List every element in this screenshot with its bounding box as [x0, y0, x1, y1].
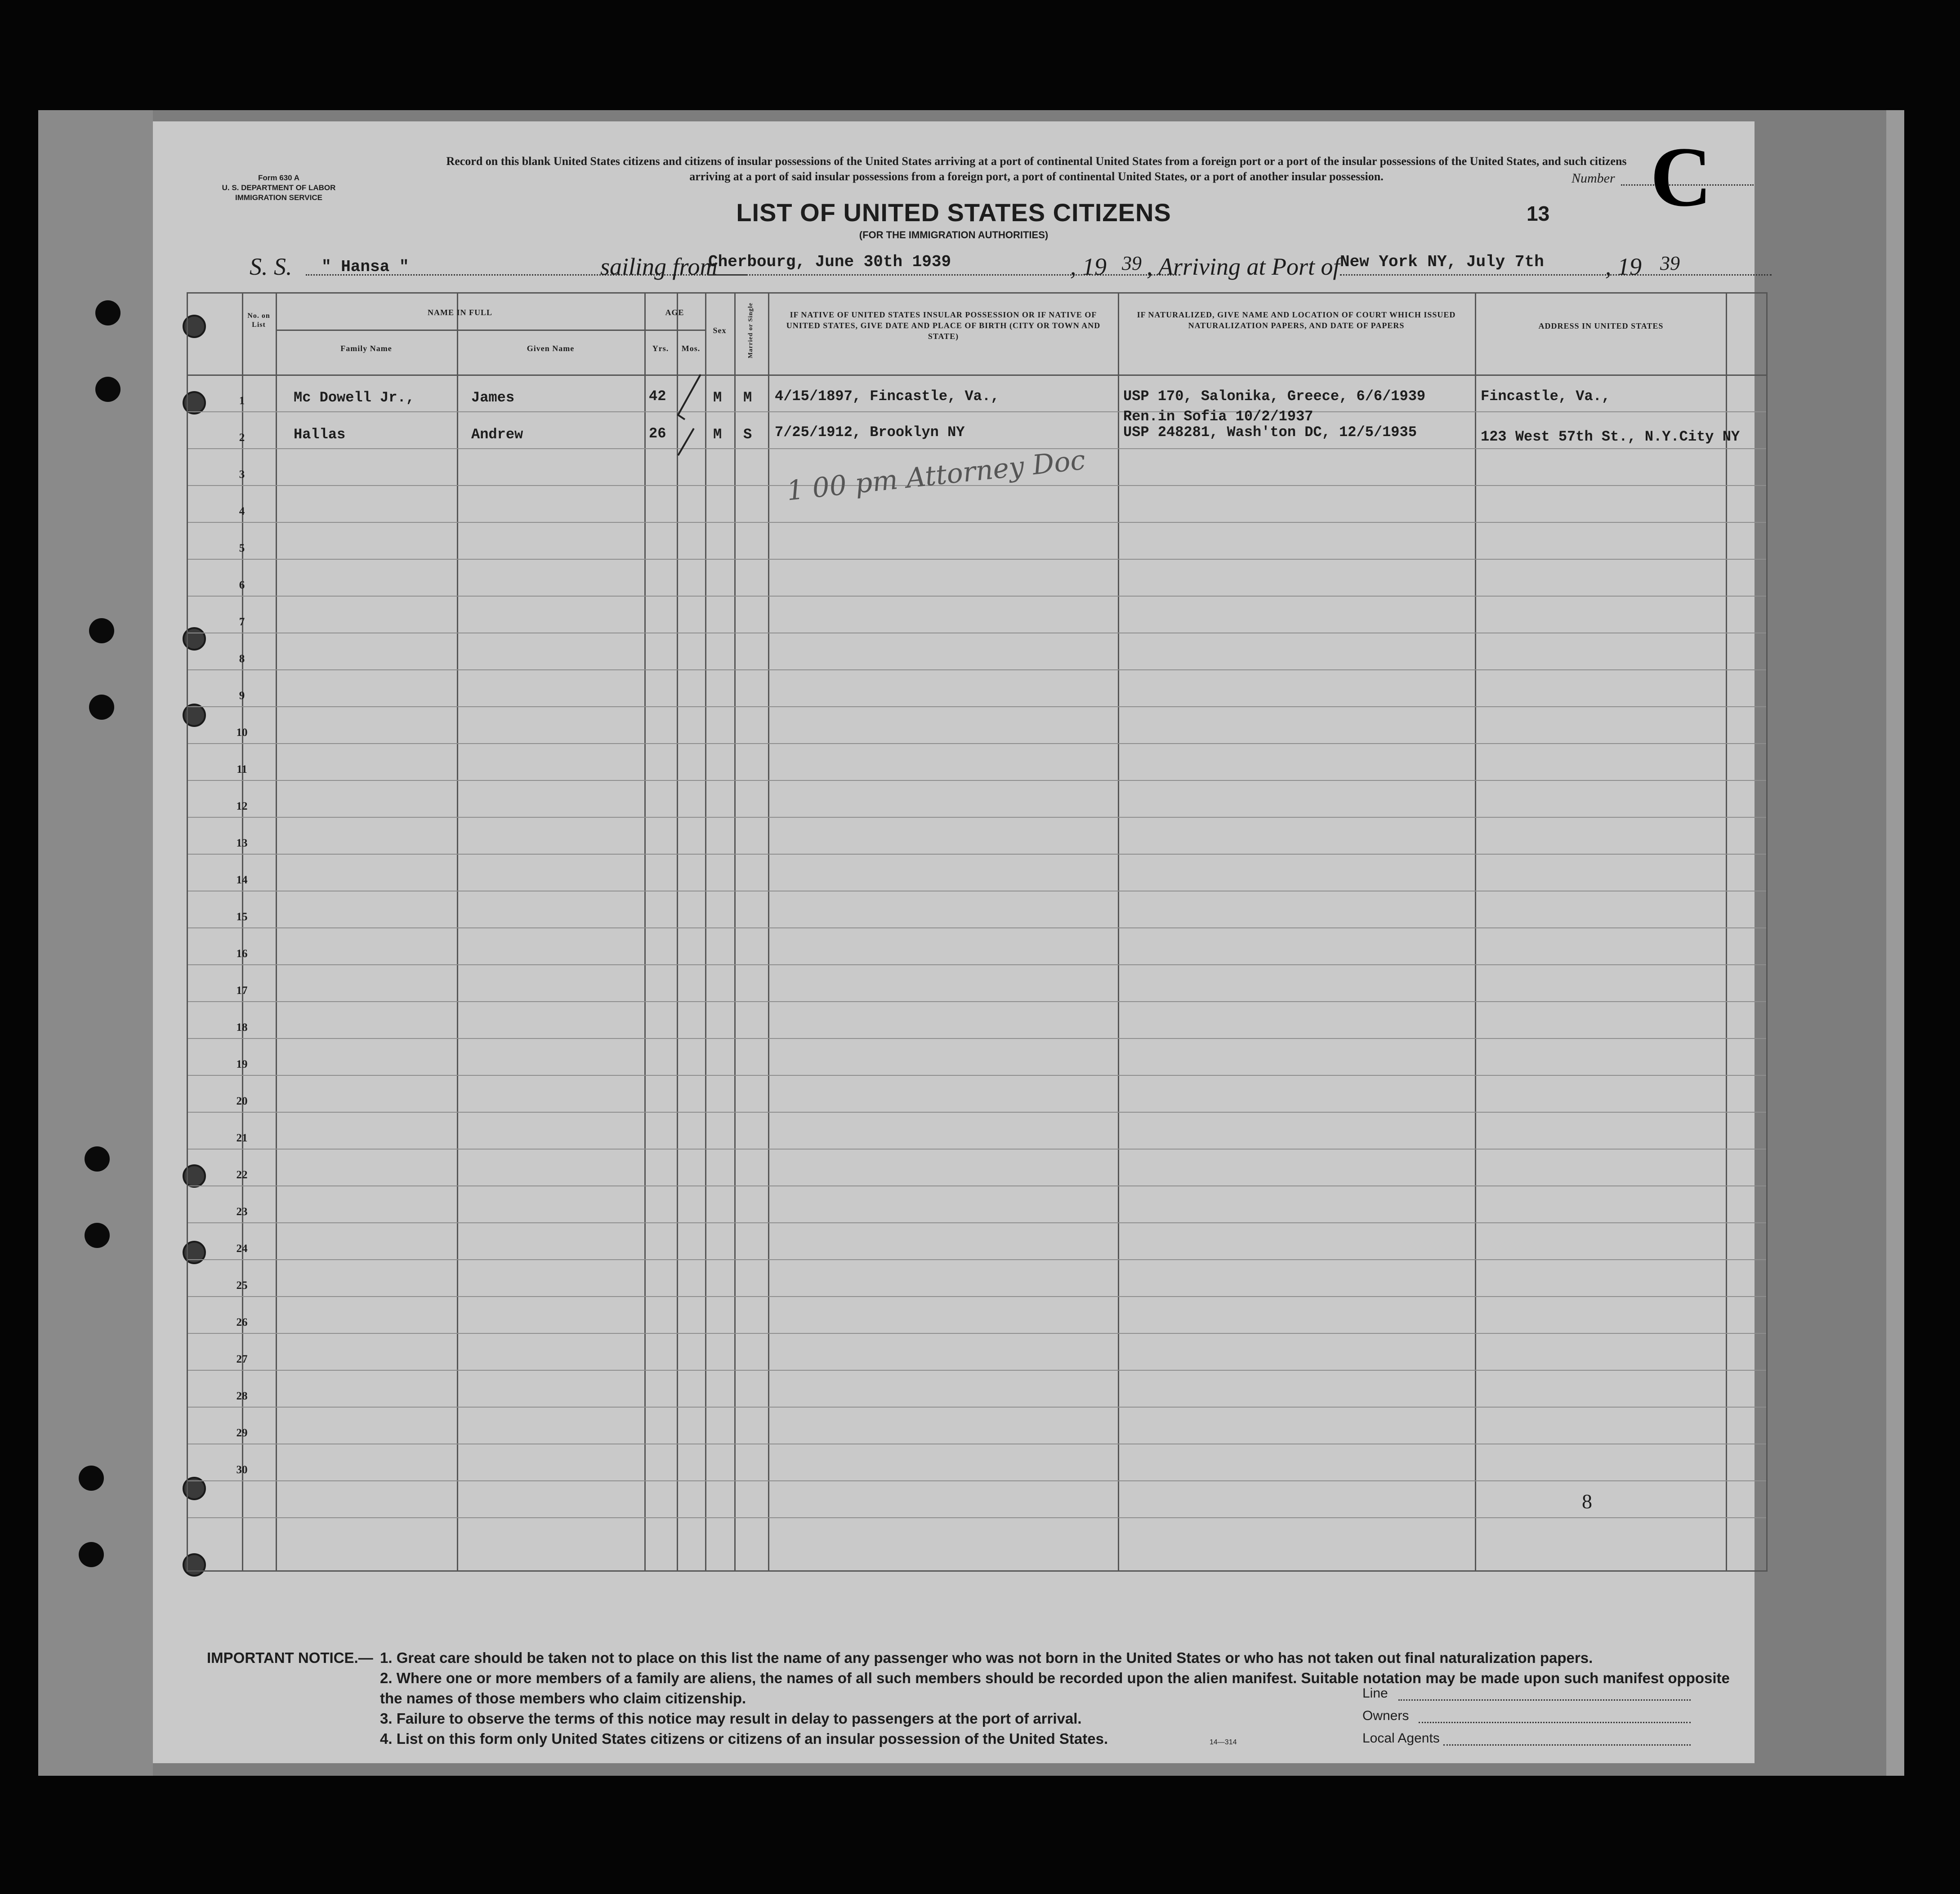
- arrival-line: [1340, 274, 1772, 276]
- col-name-in-full: NAME IN FULL: [427, 308, 492, 317]
- notice-heading: IMPORTANT NOTICE.—: [207, 1649, 373, 1666]
- row-number: 10: [236, 726, 248, 739]
- row-number: 5: [239, 542, 245, 554]
- passenger-table: [187, 292, 1768, 1572]
- naturalization-info: USP 170, Salonika, Greece, 6/6/1939: [1123, 388, 1426, 405]
- col-naturalized: IF NATURALIZED, GIVE NAME AND LOCATION OF COURT WHICH ISSUED NATURALIZATION PAPERS, AND DATE OF PAPERS: [1137, 310, 1456, 330]
- local-agents-label: Local Agents: [1362, 1731, 1440, 1746]
- sailing-from-label: sailing from: [600, 253, 718, 280]
- binder-hole: [79, 1542, 104, 1567]
- row-number: 26: [236, 1316, 248, 1328]
- year-value-2: 39: [1660, 252, 1680, 274]
- col-no: No. on List: [247, 312, 270, 329]
- page-title: LIST OF UNITED STATES CITIZENS: [736, 198, 1171, 227]
- binder-hole: [79, 1466, 104, 1491]
- row-number: 22: [236, 1169, 248, 1181]
- row-number: 19: [236, 1058, 248, 1070]
- owners-label: Owners: [1362, 1708, 1409, 1723]
- row-number: 6: [239, 579, 245, 591]
- row-number: 15: [236, 911, 248, 923]
- line-label: Line: [1362, 1686, 1388, 1701]
- binder-hole: [95, 377, 121, 402]
- col-yrs: Yrs.: [652, 344, 669, 353]
- notice-list: [380, 1648, 1742, 1749]
- notice-item: 2. Where one or more members of a family are aliens, the names of all such members should be recorded upon the alien manifest. Suitable notation may be made upon such manifest opposite the names of those members who claim citizenship.: [380, 1670, 1730, 1707]
- row-number: 12: [236, 800, 248, 812]
- row-number: 30: [236, 1464, 248, 1476]
- number-label: Number: [1572, 171, 1615, 186]
- col-age: AGE: [665, 308, 684, 317]
- birth-info: 7/25/1912, Brooklyn NY: [775, 424, 965, 441]
- binder-hole: [85, 1223, 110, 1248]
- year-label-2: , 19: [1605, 253, 1642, 280]
- binder-hole: [89, 695, 114, 720]
- row-number: 11: [237, 763, 247, 775]
- form-code: 14—314: [1210, 1738, 1237, 1746]
- notice-item: 1. Great care should be taken not to place on this list the name of any passenger who was not born in the United States or who has not taken out final naturalization papers.: [380, 1649, 1593, 1666]
- row-number: 16: [236, 948, 248, 960]
- departure: Cherbourg, June 30th 1939: [708, 253, 951, 271]
- row-number: 3: [239, 468, 245, 481]
- row-number: 18: [236, 1021, 248, 1034]
- form-identifier: Form 630 A U. S. DEPARTMENT OF LABOR IMMIGRATION SERVICE: [222, 174, 336, 202]
- given-name: James: [471, 389, 515, 406]
- row-number: 7: [239, 616, 245, 628]
- row-number: 27: [236, 1353, 248, 1365]
- ss-label: S. S.: [250, 253, 292, 280]
- notice-item: 3. Failure to observe the terms of this notice may result in delay to passengers at the port of arrival.: [380, 1710, 1082, 1727]
- col-birth: IF NATIVE OF UNITED STATES INSULAR POSSESSION OR IF NATIVE OF UNITED STATES, GIVE DATE AND PLACE OF BIRTH (CITY OR TOWN AND STATE): [786, 310, 1101, 341]
- family-name: Hallas: [294, 426, 346, 443]
- col-family-name: Family Name: [340, 344, 392, 353]
- year-value-1: 39: [1122, 252, 1142, 274]
- row-number: 29: [236, 1427, 248, 1439]
- arrival: New York NY, July 7th: [1340, 253, 1544, 271]
- row-number: 14: [236, 874, 248, 886]
- list-number: C: [1650, 130, 1712, 224]
- page-subtitle: (FOR THE IMMIGRATION AUTHORITIES): [859, 229, 1049, 241]
- row-number: 1: [239, 395, 245, 407]
- row-number: 24: [236, 1243, 248, 1255]
- col-given-name: Given Name: [527, 344, 575, 353]
- notice-item: 4. List on this form only United States citizens or citizens of an insular possession of the United States.: [380, 1730, 1108, 1747]
- binder-hole: [85, 1146, 110, 1172]
- row-number: 4: [239, 505, 245, 517]
- row-number: 20: [236, 1095, 248, 1107]
- binder-stub: [38, 110, 153, 1776]
- sex: M: [713, 426, 722, 443]
- age-years: 26: [649, 425, 666, 442]
- arriving-label: , Arriving at Port of: [1147, 253, 1340, 280]
- check-mark: [669, 370, 705, 460]
- row-number: 28: [236, 1390, 248, 1402]
- birth-info: 4/15/1897, Fincastle, Va.,: [775, 388, 1000, 405]
- naturalization-info: USP 248281, Wash'ton DC, 12/5/1935: [1123, 424, 1417, 441]
- row-number: 21: [236, 1132, 248, 1144]
- record-instructions: Record on this blank United States citizens and citizens of insular possessions of the United States arriving at a port of continental United States from a foreign port or a port of the insular possessions of the United States, and such citizens arriving at a port of said insular possessions from a foreign port, a port of continental United States, or a port of another insular possession.: [446, 155, 1627, 183]
- handwritten-annotation: 1 00 pm Attorney Doc: [785, 444, 1087, 507]
- address: 123 West 57th St., N.Y.City NY: [1481, 428, 1740, 445]
- row-number: 8: [239, 653, 245, 665]
- binder-hole: [89, 618, 114, 643]
- page-mark: 8: [1582, 1490, 1592, 1513]
- family-name: Mc Dowell Jr.,: [294, 389, 415, 406]
- col-sex: Sex: [713, 326, 727, 335]
- row-number: 13: [236, 837, 248, 849]
- manifest-page: [153, 121, 1755, 1763]
- marital-status: M: [743, 389, 752, 406]
- naturalization-info: Ren.in Sofia 10/2/1937: [1123, 408, 1313, 425]
- col-address: ADDRESS IN UNITED STATES: [1538, 321, 1664, 330]
- marital-status: S: [743, 426, 752, 443]
- binder-hole: [95, 300, 121, 325]
- departure-line: [708, 274, 1180, 276]
- row-number: 23: [236, 1206, 248, 1218]
- given-name: Andrew: [471, 426, 523, 443]
- sex: M: [713, 389, 722, 406]
- age-years: 42: [649, 388, 666, 405]
- year-label-1: , 19: [1070, 253, 1107, 280]
- sheet-number: 13: [1527, 202, 1550, 225]
- address: Fincastle, Va.,: [1481, 388, 1611, 405]
- row-number: 25: [236, 1279, 248, 1292]
- row-number: 2: [239, 432, 245, 444]
- row-number: 17: [236, 985, 248, 997]
- ship-name: " Hansa ": [321, 258, 409, 276]
- col-married: Married or Single: [747, 302, 754, 359]
- col-mos: Mos.: [681, 344, 701, 353]
- row-number: 9: [239, 690, 245, 702]
